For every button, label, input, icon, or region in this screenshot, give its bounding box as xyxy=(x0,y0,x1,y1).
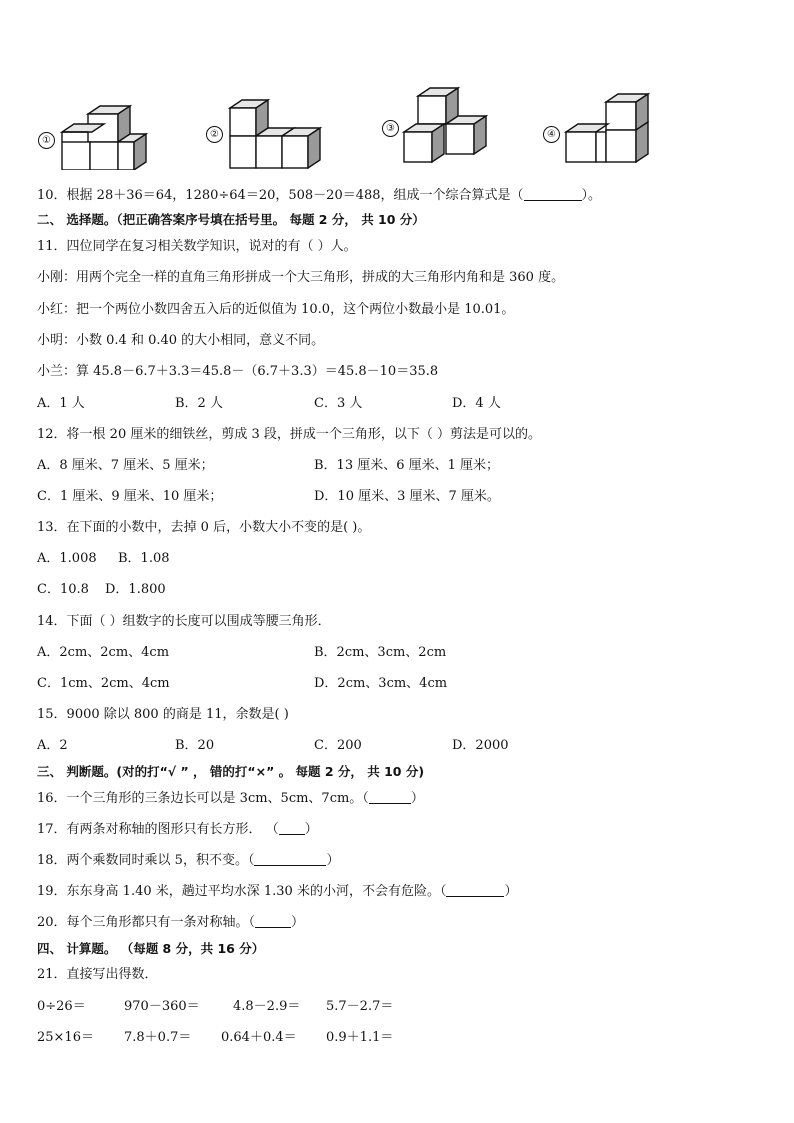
statement-xiaogang: 小刚：用两个完全一样的直角三角形拼成一个大三角形，拼成的大三角形内角和是 360 度。 xyxy=(37,270,565,285)
answer-blank-10[interactable] xyxy=(524,188,582,201)
question-19 xyxy=(37,884,517,900)
question-18 xyxy=(37,853,339,869)
question-14-stem: 14．下面（ ）组数字的长度可以围成等腰三角形． xyxy=(37,614,331,629)
section-3-heading: 三、 判断题。(对的打“√ ” ， 错的打“×” 。 每题 2 分， 共 10 分) xyxy=(37,764,425,779)
answer-blank-17[interactable] xyxy=(279,822,305,835)
option-11-d[interactable]: D．4 人 xyxy=(452,396,501,411)
option-14-d[interactable]: D．2cm、3cm、4cm xyxy=(314,676,448,691)
option-12-b[interactable]: B．13 厘米、6 厘米、1 厘米； xyxy=(314,458,500,473)
option-15-b[interactable]: B．20 xyxy=(175,738,215,753)
statement-xiaoming: 小明：小数 0.4 和 0.40 的大小相同，意义不同。 xyxy=(37,333,325,348)
option-13-d[interactable]: D．1.800 xyxy=(105,582,166,597)
option-14-b[interactable]: B．2cm、3cm、2cm xyxy=(314,645,447,660)
calc-1-2: 970－360＝ xyxy=(124,999,200,1014)
figure-2-drawing xyxy=(226,96,322,172)
question-18-text: 18．两个乘数同时乘以 5，积不变。（ xyxy=(37,853,255,868)
figure-1-drawing xyxy=(58,98,150,170)
option-13-c[interactable]: C．10.8 xyxy=(37,582,89,597)
figure-1-cubes xyxy=(58,98,150,170)
question-12-stem: 12．将一根 20 厘米的细铁丝，剪成 3 段，拼成一个三角形，以下（ ）剪法是可以的。 xyxy=(37,427,542,442)
statement-xiaolan: 小兰：算 45.8－6.7＋3.3＝45.8－（6.7＋3.3）＝45.8－10＝35.8 xyxy=(37,364,439,379)
figure-4-drawing xyxy=(562,90,656,166)
answer-blank-19[interactable] xyxy=(446,884,504,897)
answer-blank-18[interactable] xyxy=(254,853,326,866)
figure-4-label: ④ xyxy=(543,126,560,143)
section-4-heading: 四、 计算题。 （每题 8 分，共 16 分） xyxy=(37,941,265,956)
option-12-c[interactable]: C．1 厘米、9 厘米、10 厘米； xyxy=(37,489,223,504)
calc-2-3: 0.64＋0.4＝ xyxy=(221,1030,297,1045)
cube-figures xyxy=(0,80,794,180)
question-16-tail: ） xyxy=(410,791,424,806)
figure-2-cubes xyxy=(226,96,322,172)
question-17 xyxy=(37,822,318,838)
question-20-tail: ） xyxy=(291,915,305,930)
question-10 xyxy=(37,188,601,204)
calc-1-4: 5.7－2.7＝ xyxy=(326,999,394,1014)
question-10-tail: ）。 xyxy=(581,188,602,203)
calc-1-3: 4.8－2.9＝ xyxy=(233,999,301,1014)
section-2-heading: 二、 选择题。（把正确答案序号填在括号里。 每题 2 分， 共 10 分） xyxy=(37,212,425,227)
option-11-c[interactable]: C．3 人 xyxy=(314,396,363,411)
option-13-a[interactable]: A．1.008 xyxy=(37,551,97,566)
question-19-text: 19．东东身高 1.40 米，趟过平均水深 1.30 米的小河，不会有危险。（ xyxy=(37,884,447,899)
option-15-c[interactable]: C．200 xyxy=(314,738,362,753)
question-10-text: 10．根据 28＋36＝64，1280÷64＝20，508－20＝488，组成一个综合算式是（ xyxy=(37,188,524,203)
figure-3-label: ③ xyxy=(382,120,399,137)
option-14-a[interactable]: A．2cm、2cm、4cm xyxy=(37,645,170,660)
figure-1-label: ① xyxy=(38,132,55,149)
question-17-tail: ） xyxy=(304,822,318,837)
question-16-text: 16．一个三角形的三条边长可以是 3cm、5cm、7cm。（ xyxy=(37,791,369,806)
question-21-stem: 21．直接写出得数． xyxy=(37,967,158,982)
calc-2-2: 7.8＋0.7＝ xyxy=(124,1030,192,1045)
figure-3-drawing xyxy=(400,84,492,166)
answer-blank-16[interactable] xyxy=(369,791,411,804)
question-17-text: 17．有两条对称轴的图形只有长方形． （ xyxy=(37,822,279,837)
option-11-a[interactable]: A．1 人 xyxy=(37,396,85,411)
question-20-text: 20．每个三角形都只有一条对称轴。（ xyxy=(37,915,256,930)
question-11-stem: 11．四位同学在复习相关数学知识，说对的有（ ）人。 xyxy=(37,239,357,254)
question-20 xyxy=(37,915,304,931)
figure-2-label: ② xyxy=(206,126,223,143)
question-16 xyxy=(37,791,424,807)
option-12-d[interactable]: D．10 厘米、3 厘米、7 厘米。 xyxy=(314,489,500,504)
option-11-b[interactable]: B．2 人 xyxy=(175,396,223,411)
option-15-a[interactable]: A．2 xyxy=(37,738,68,753)
figure-4-cubes xyxy=(562,90,656,166)
question-15-stem: 15．9000 除以 800 的商是 11，余数是( ) xyxy=(37,707,289,722)
option-14-c[interactable]: C．1cm、2cm、4cm xyxy=(37,676,170,691)
question-19-tail: ） xyxy=(504,884,518,899)
calc-2-1: 25×16＝ xyxy=(37,1030,94,1045)
option-15-d[interactable]: D．2000 xyxy=(452,738,509,753)
question-13-stem: 13．在下面的小数中，去掉 0 后，小数大小不变的是( )。 xyxy=(37,520,371,535)
figure-3-cubes xyxy=(400,84,492,166)
answer-blank-20[interactable] xyxy=(255,915,291,928)
calc-1-1: 0÷26＝ xyxy=(37,999,86,1014)
calc-2-4: 0.9＋1.1＝ xyxy=(326,1030,394,1045)
option-13-b[interactable]: B．1.08 xyxy=(118,551,170,566)
statement-xiaohong: 小红：把一个两位小数四舍五入后的近似值为 10.0，这个两位小数最小是 10.01。 xyxy=(37,302,515,317)
option-12-a[interactable]: A．8 厘米、7 厘米、5 厘米； xyxy=(37,458,214,473)
question-18-tail: ） xyxy=(326,853,340,868)
